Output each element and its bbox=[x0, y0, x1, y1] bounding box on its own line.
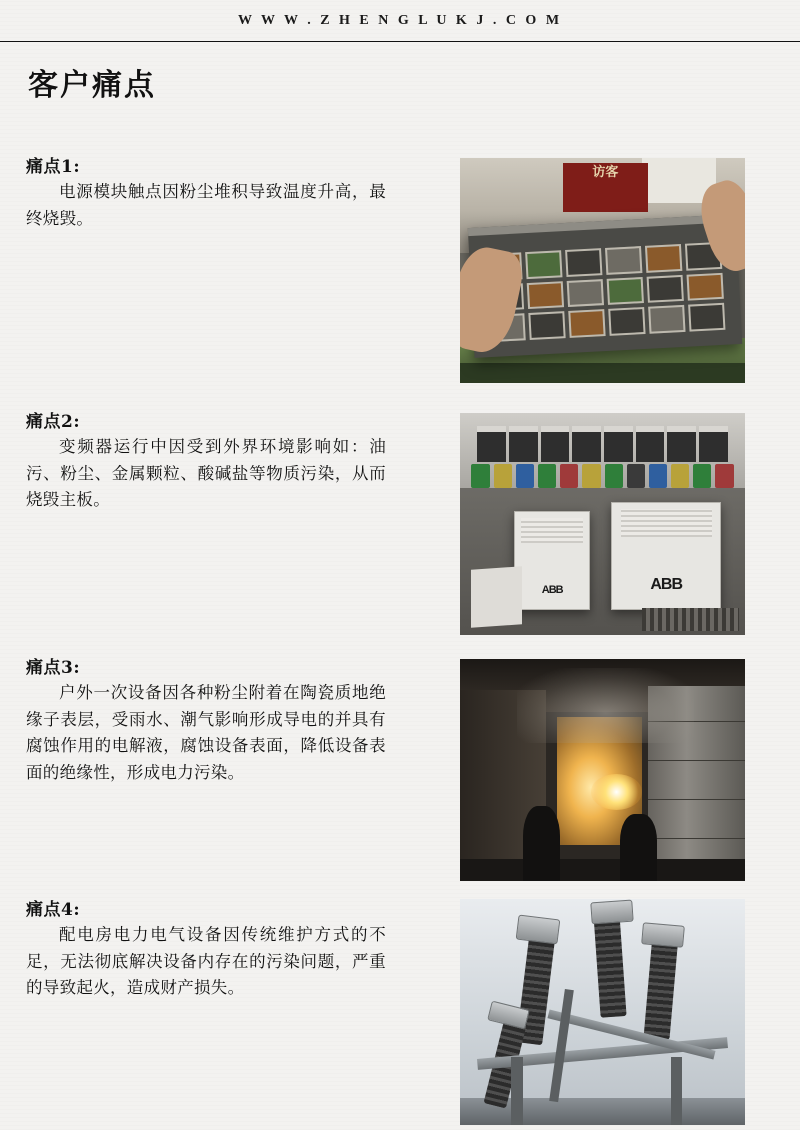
photo-4-insulator-cap-3 bbox=[641, 922, 685, 948]
section-pain-point-3 bbox=[0, 643, 800, 883]
photo-4-insulator-cap-2 bbox=[590, 900, 633, 925]
content-area bbox=[0, 140, 800, 1128]
photo-switchgear-room-arc-fire bbox=[460, 659, 745, 881]
photo-2-floor-unit bbox=[471, 567, 522, 628]
photo-4-insulator-cap-1 bbox=[516, 915, 561, 945]
photo-3-worker-left bbox=[523, 806, 560, 881]
section-4-body: 配电房电力电气设备因传统维护方式的不足，无法彻底解决设备内存在的污染问题，严重的导致起火，造成财产损失。 bbox=[26, 925, 386, 998]
photo-3-arc-flash bbox=[591, 774, 642, 810]
photo-1-visitor-sign: 访客 bbox=[563, 163, 649, 213]
photo-outdoor-disconnect-switch bbox=[460, 899, 745, 1125]
section-4-text bbox=[26, 895, 386, 1002]
section-1-body: 电源模块触点因粉尘堆积导致温度升高，最终烧毁。 bbox=[26, 182, 386, 228]
photo-2-drive-left bbox=[514, 511, 590, 611]
photo-dusty-contactor-rack bbox=[460, 158, 745, 383]
photo-2-wiring bbox=[471, 464, 733, 488]
section-4-label: 痛点4: bbox=[26, 900, 81, 920]
section-1-text bbox=[26, 152, 386, 232]
section-pain-point-4 bbox=[0, 883, 800, 1128]
section-3-label: 痛点3: bbox=[26, 658, 81, 678]
section-3-text bbox=[26, 653, 386, 787]
page-header bbox=[0, 0, 800, 42]
photo-abb-drive-cabinet bbox=[460, 413, 745, 635]
photo-4-post-left bbox=[511, 1057, 522, 1125]
section-3-body: 户外一次设备因各种粉尘附着在陶瓷质地绝缘子表层，受雨水、潮气影响形成导电的并具有腐蚀作用的电解液，腐蚀设备表面，降低设备表面的绝缘性，形成电力污染。 bbox=[26, 683, 386, 783]
section-pain-point-1 bbox=[0, 140, 800, 395]
page-title: 客户痛点 bbox=[28, 68, 156, 103]
photo-2-brand-label-right: ABB bbox=[650, 576, 683, 594]
photo-2-brand-label-left: ABB bbox=[541, 583, 563, 596]
section-2-body: 变频器运行中因受到外界环境影响如：油污、粉尘、金属颗粒、酸碱盐等物质污染，从而烧毁主板。 bbox=[26, 437, 386, 510]
photo-4-post-right bbox=[671, 1057, 682, 1125]
photo-1-floor-shadow bbox=[460, 363, 745, 383]
photo-1-contact-grid bbox=[486, 242, 726, 342]
section-1-label: 痛点1: bbox=[26, 157, 81, 177]
photo-2-drive-right bbox=[611, 502, 721, 611]
photo-3-smoke bbox=[517, 668, 694, 743]
photo-2-breaker-row bbox=[477, 426, 728, 462]
site-url-text: W W W . Z H E N G L U K J . C O M bbox=[237, 12, 563, 28]
photo-3-worker-right bbox=[620, 814, 657, 881]
section-2-text bbox=[26, 407, 386, 514]
photo-3-floor bbox=[460, 859, 745, 881]
photo-2-floor-grate bbox=[642, 608, 739, 630]
section-pain-point-2 bbox=[0, 395, 800, 643]
section-2-label: 痛点2: bbox=[26, 412, 81, 432]
